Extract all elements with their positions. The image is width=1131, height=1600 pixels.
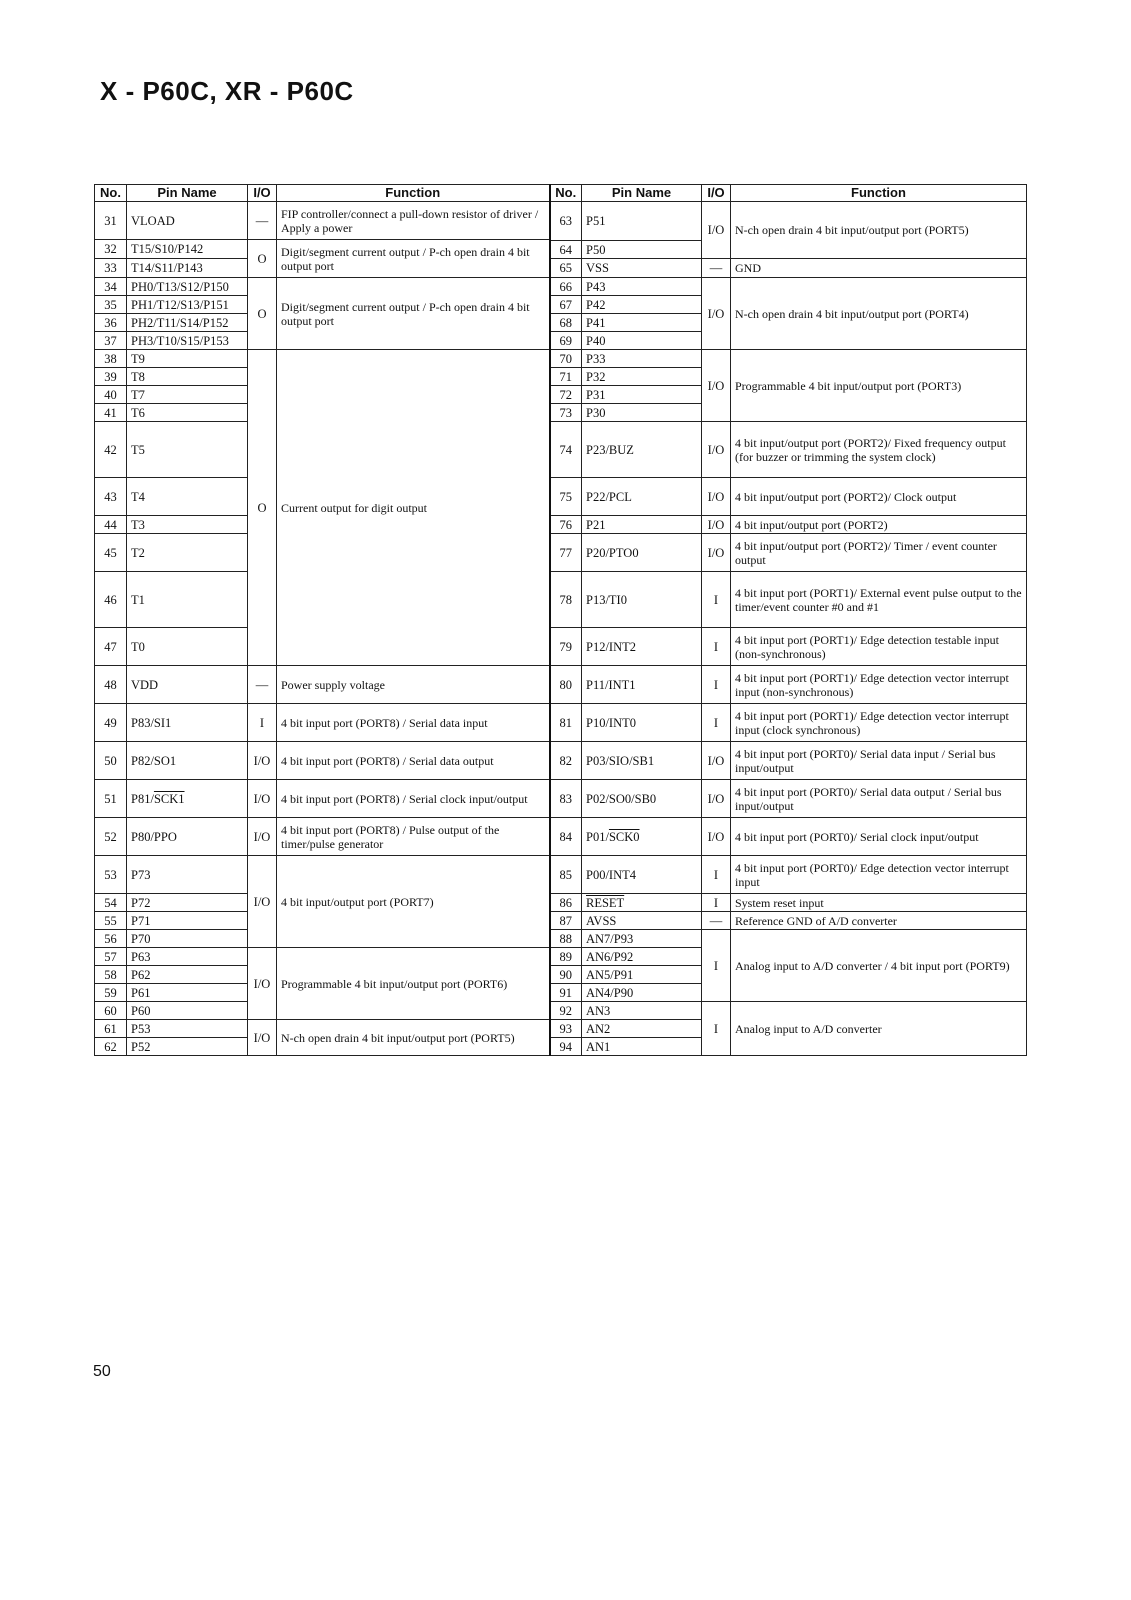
pin-function: 4 bit input port (PORT0)/ Serial data input / Serial bus input/output	[731, 742, 1027, 780]
pin-io: I/O	[702, 534, 731, 572]
pin-function: N-ch open drain 4 bit input/output port (PORT5)	[277, 1020, 550, 1056]
pin-function: Current output for digit output	[277, 350, 550, 666]
pin-name-overbar: SCK0	[608, 829, 640, 844]
pin-name-overbar: RESET	[586, 895, 625, 910]
pin-name: T8	[127, 368, 248, 386]
table-row	[95, 478, 1027, 516]
pin-no: 45	[95, 534, 127, 572]
pin-no: 66	[550, 278, 582, 296]
pin-function: Analog input to A/D converter	[731, 1002, 1027, 1056]
table-row	[95, 278, 1027, 296]
pin-io: I/O	[702, 422, 731, 478]
pin-name: P72	[127, 894, 248, 912]
pin-name: P00/INT4	[582, 856, 702, 894]
pin-function: 4 bit input/output port (PORT2)/ Clock output	[731, 478, 1027, 516]
pin-name: AN6/P92	[582, 948, 702, 966]
pin-io: I/O	[248, 780, 277, 818]
pin-function: GND	[731, 259, 1027, 278]
pin-no: 93	[550, 1020, 582, 1038]
pin-name: P32	[582, 368, 702, 386]
table-row	[95, 534, 1027, 572]
pin-name: P53	[127, 1020, 248, 1038]
header-no: No.	[550, 185, 582, 202]
pin-io: I/O	[702, 478, 731, 516]
pin-name: AN4/P90	[582, 984, 702, 1002]
pin-name-overbar: SCK1	[153, 791, 185, 806]
pin-name: P21	[582, 516, 702, 534]
pin-no: 53	[95, 856, 127, 894]
pin-no: 59	[95, 984, 127, 1002]
pin-no: 40	[95, 386, 127, 404]
pin-name: AN1	[582, 1038, 702, 1056]
pin-name: P50	[582, 241, 702, 259]
pin-function: 4 bit input/output port (PORT2)/ Fixed frequency output (for buzzer or trimming the system clock)	[731, 422, 1027, 478]
pin-name: P43	[582, 278, 702, 296]
pin-no: 94	[550, 1038, 582, 1056]
pin-name: P13/TI0	[582, 572, 702, 628]
pin-function: Power supply voltage	[277, 666, 550, 704]
pin-io: I/O	[248, 856, 277, 948]
pin-no: 88	[550, 930, 582, 948]
pin-name: T0	[127, 628, 248, 666]
pin-no: 36	[95, 314, 127, 332]
pin-name: P62	[127, 966, 248, 984]
pin-no: 69	[550, 332, 582, 350]
pin-io: O	[248, 350, 277, 666]
pin-no: 60	[95, 1002, 127, 1020]
pin-name: PH3/T10/S15/P153	[127, 332, 248, 350]
pin-io: I/O	[248, 948, 277, 1020]
pin-io: I/O	[702, 780, 731, 818]
pin-no: 75	[550, 478, 582, 516]
header-function: Function	[731, 185, 1027, 202]
pin-no: 46	[95, 572, 127, 628]
table-row	[95, 912, 1027, 930]
pin-io: I/O	[702, 742, 731, 780]
page-number: 50	[93, 1363, 111, 1380]
pin-no: 86	[550, 894, 582, 912]
pin-no: 42	[95, 422, 127, 478]
pin-name: P83/SI1	[127, 704, 248, 742]
pin-name: AVSS	[582, 912, 702, 930]
pin-io: I	[702, 572, 731, 628]
pin-name: PH0/T13/S12/P150	[127, 278, 248, 296]
pin-name: VDD	[127, 666, 248, 704]
pin-io: I/O	[248, 818, 277, 856]
table-row	[95, 856, 1027, 894]
pin-no: 44	[95, 516, 127, 534]
pin-name: P80/PPO	[127, 818, 248, 856]
pin-no: 47	[95, 628, 127, 666]
pin-io: I	[702, 1002, 731, 1056]
pin-no: 71	[550, 368, 582, 386]
pin-function: FIP controller/connect a pull-down resistor of driver / Apply a power	[277, 202, 550, 240]
pin-no: 41	[95, 404, 127, 422]
pin-no: 70	[550, 350, 582, 368]
pin-io: I	[702, 666, 731, 704]
pin-no: 64	[550, 241, 582, 259]
pin-name	[127, 780, 248, 818]
pin-no: 85	[550, 856, 582, 894]
pin-io: I/O	[702, 350, 731, 422]
pin-name: P10/INT0	[582, 704, 702, 742]
pin-function: 4 bit input port (PORT1)/ Edge detection testable input (non-synchronous)	[731, 628, 1027, 666]
pin-io: O	[248, 240, 277, 278]
table-row	[95, 628, 1027, 666]
pin-name: T2	[127, 534, 248, 572]
pin-no: 51	[95, 780, 127, 818]
pin-name: AN2	[582, 1020, 702, 1038]
table-row	[95, 422, 1027, 478]
pin-no: 35	[95, 296, 127, 314]
pin-no: 89	[550, 948, 582, 966]
table-row	[95, 259, 1027, 260]
pin-io: —	[702, 259, 731, 278]
pin-no: 90	[550, 966, 582, 984]
table-row	[95, 742, 1027, 780]
pin-name: P40	[582, 332, 702, 350]
pin-no: 63	[550, 202, 582, 241]
pin-no: 76	[550, 516, 582, 534]
table-row	[95, 930, 1027, 948]
pin-no: 84	[550, 818, 582, 856]
pin-no: 68	[550, 314, 582, 332]
pin-function: Programmable 4 bit input/output port (PORT3)	[731, 350, 1027, 422]
pin-function-table	[94, 184, 1027, 1056]
pin-function: 4 bit input port (PORT8) / Pulse output of the timer/pulse generator	[277, 818, 550, 856]
pin-function: 4 bit input port (PORT0)/ Serial clock input/output	[731, 818, 1027, 856]
pin-no: 79	[550, 628, 582, 666]
pin-io: I/O	[702, 202, 731, 259]
header-io: I/O	[248, 185, 277, 202]
pin-name: T7	[127, 386, 248, 404]
pin-name: P61	[127, 984, 248, 1002]
pin-function: 4 bit input port (PORT1)/ External event pulse output to the timer/event counter #0 and #1	[731, 572, 1027, 628]
table-row	[95, 818, 1027, 856]
table-row	[95, 572, 1027, 628]
table-row	[95, 202, 1027, 240]
pin-io: I/O	[702, 818, 731, 856]
pin-name: P63	[127, 948, 248, 966]
pin-io: —	[702, 912, 731, 930]
pin-no: 92	[550, 1002, 582, 1020]
pin-function: 4 bit input port (PORT0)/ Serial data output / Serial bus input/output	[731, 780, 1027, 818]
pin-name: T1	[127, 572, 248, 628]
pin-name: T9	[127, 350, 248, 368]
pin-name: AN3	[582, 1002, 702, 1020]
pin-name: P41	[582, 314, 702, 332]
pin-name: P02/SO0/SB0	[582, 780, 702, 818]
pin-function: System reset input	[731, 894, 1027, 912]
pin-name: P33	[582, 350, 702, 368]
pin-name: T5	[127, 422, 248, 478]
pin-name: P22/PCL	[582, 478, 702, 516]
pin-no: 61	[95, 1020, 127, 1038]
table-row	[95, 516, 1027, 534]
header-pin-name: Pin Name	[127, 185, 248, 202]
pin-io: I	[702, 704, 731, 742]
pin-no: 78	[550, 572, 582, 628]
pin-name: P23/BUZ	[582, 422, 702, 478]
pin-name: T15/S10/P142	[127, 240, 248, 259]
pin-name: P51	[582, 202, 702, 241]
pin-name: T3	[127, 516, 248, 534]
pin-name: AN7/P93	[582, 930, 702, 948]
pin-function: Programmable 4 bit input/output port (PORT6)	[277, 948, 550, 1020]
pin-name: P42	[582, 296, 702, 314]
pin-no: 57	[95, 948, 127, 966]
pin-name: P70	[127, 930, 248, 948]
pin-no: 77	[550, 534, 582, 572]
pin-no: 74	[550, 422, 582, 478]
pin-io: —	[248, 202, 277, 240]
header-io: I/O	[702, 185, 731, 202]
pin-name: P03/SIO/SB1	[582, 742, 702, 780]
pin-no: 80	[550, 666, 582, 704]
pin-no: 32	[95, 240, 127, 259]
pin-name: P20/PTO0	[582, 534, 702, 572]
pin-name: P11/INT1	[582, 666, 702, 704]
pin-io: I	[702, 628, 731, 666]
pin-no: 48	[95, 666, 127, 704]
pin-no: 54	[95, 894, 127, 912]
pin-function: Digit/segment current output / P-ch open drain 4 bit output port	[277, 278, 550, 350]
pin-name	[582, 894, 702, 912]
table-row	[95, 704, 1027, 742]
pin-name: P30	[582, 404, 702, 422]
pin-io: I/O	[702, 516, 731, 534]
table-row	[95, 666, 1027, 704]
pin-io: I	[248, 704, 277, 742]
pin-function: N-ch open drain 4 bit input/output port (PORT5)	[731, 202, 1027, 259]
pin-no: 38	[95, 350, 127, 368]
pin-name: AN5/P91	[582, 966, 702, 984]
pin-no: 55	[95, 912, 127, 930]
pin-name	[582, 818, 702, 856]
pin-no: 82	[550, 742, 582, 780]
pin-no: 83	[550, 780, 582, 818]
pin-name: P60	[127, 1002, 248, 1020]
pin-name: T4	[127, 478, 248, 516]
pin-function: 4 bit input/output port (PORT7)	[277, 856, 550, 948]
pin-name-prefix: P81/	[131, 791, 154, 806]
pin-no: 49	[95, 704, 127, 742]
pin-function: 4 bit input/output port (PORT2)/ Timer / event counter output	[731, 534, 1027, 572]
pin-no: 67	[550, 296, 582, 314]
pin-no: 39	[95, 368, 127, 386]
pin-function: 4 bit input/output port (PORT2)	[731, 516, 1027, 534]
pin-name: VSS	[582, 259, 702, 278]
pin-io: I	[702, 930, 731, 1002]
pin-function: Digit/segment current output / P-ch open drain 4 bit output port	[277, 240, 550, 278]
pin-no: 37	[95, 332, 127, 350]
pin-no: 91	[550, 984, 582, 1002]
pin-function: 4 bit input port (PORT1)/ Edge detection vector interrupt input (non-synchronous)	[731, 666, 1027, 704]
pin-function: 4 bit input port (PORT8) / Serial clock input/output	[277, 780, 550, 818]
header-no: No.	[95, 185, 127, 202]
table-row	[95, 1002, 1027, 1020]
pin-name: PH2/T11/S14/P152	[127, 314, 248, 332]
pin-name-prefix: P01/	[586, 829, 609, 844]
pin-no: 50	[95, 742, 127, 780]
pin-no: 81	[550, 704, 582, 742]
pin-function: 4 bit input port (PORT0)/ Edge detection vector interrupt input	[731, 856, 1027, 894]
table-row	[95, 780, 1027, 818]
pin-function: 4 bit input port (PORT1)/ Edge detection vector interrupt input (clock synchronous)	[731, 704, 1027, 742]
pin-io: O	[248, 278, 277, 350]
pin-no: 58	[95, 966, 127, 984]
pin-function: 4 bit input port (PORT8) / Serial data input	[277, 704, 550, 742]
pin-no: 73	[550, 404, 582, 422]
pin-no: 34	[95, 278, 127, 296]
pin-no: 33	[95, 259, 127, 278]
pin-name: T6	[127, 404, 248, 422]
pin-io: I/O	[248, 742, 277, 780]
pin-function: N-ch open drain 4 bit input/output port (PORT4)	[731, 278, 1027, 350]
page-title: X - P60C, XR - P60C	[100, 76, 354, 106]
pin-io: I/O	[702, 278, 731, 350]
header-function: Function	[277, 185, 550, 202]
pin-no: 87	[550, 912, 582, 930]
pin-io: I	[702, 894, 731, 912]
header-pin-name: Pin Name	[582, 185, 702, 202]
pin-function: Analog input to A/D converter / 4 bit input port (PORT9)	[731, 930, 1027, 1002]
pin-name: P73	[127, 856, 248, 894]
pin-io: I	[702, 856, 731, 894]
pin-no: 72	[550, 386, 582, 404]
table-header-row	[95, 185, 1027, 202]
pin-no: 43	[95, 478, 127, 516]
pin-name: P82/SO1	[127, 742, 248, 780]
pin-name: P12/INT2	[582, 628, 702, 666]
pin-no: 62	[95, 1038, 127, 1056]
table-row	[95, 894, 1027, 912]
pin-no: 56	[95, 930, 127, 948]
pin-no: 31	[95, 202, 127, 240]
pin-function: Reference GND of A/D converter	[731, 912, 1027, 930]
pin-io: —	[248, 666, 277, 704]
pin-io: I/O	[248, 1020, 277, 1056]
table-row	[95, 350, 1027, 368]
pin-name: P52	[127, 1038, 248, 1056]
pin-name: PH1/T12/S13/P151	[127, 296, 248, 314]
pin-name: VLOAD	[127, 202, 248, 240]
pin-function: 4 bit input port (PORT8) / Serial data output	[277, 742, 550, 780]
pin-name: T14/S11/P143	[127, 259, 248, 278]
pin-name: P31	[582, 386, 702, 404]
pin-name: P71	[127, 912, 248, 930]
pin-no: 65	[550, 259, 582, 278]
pin-no: 52	[95, 818, 127, 856]
